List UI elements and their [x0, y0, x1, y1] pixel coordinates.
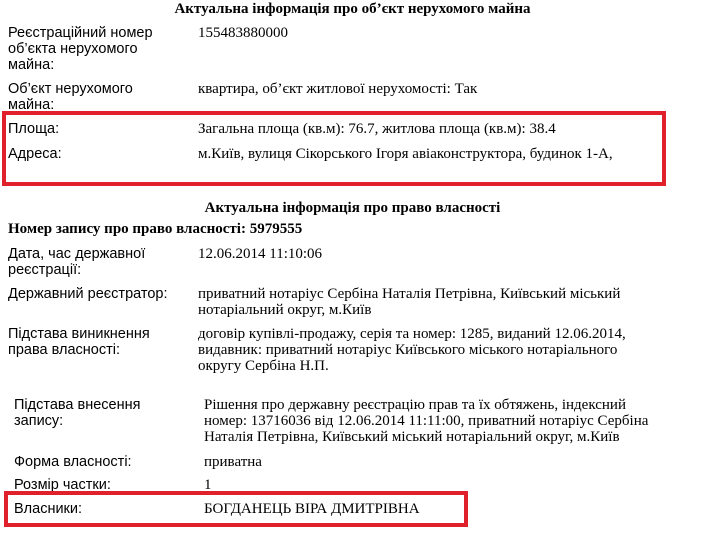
- label-area: Площа:: [8, 121, 60, 137]
- value-ownership-form: приватна: [204, 454, 262, 470]
- highlight-box-owners: [4, 491, 468, 527]
- label-ownership-basis: Підстава виникнення права власності:: [8, 326, 150, 358]
- object-section-heading: Актуальна інформація про об’єкт нерухомого майна: [174, 1, 531, 17]
- label-registration-date: Дата, час державної реєстрації:: [8, 246, 146, 278]
- ownership-section-heading: Актуальна інформація про право власності: [204, 200, 501, 216]
- label-owners: Власники:: [14, 501, 83, 517]
- value-registration-number: 155483880000: [198, 25, 288, 41]
- value-address: м.Київ, вулиця Сікорського Ігоря авіаконструктора, будинок 1-А,: [198, 146, 613, 162]
- label-object-type: Об’єкт нерухомого майна:: [8, 81, 133, 113]
- ownership-record-number: Номер запису про право власності: 5979555: [8, 221, 303, 237]
- highlight-box-area-address: [2, 111, 666, 186]
- value-ownership-basis: договір купівлі-продажу, серія та номер: 1285, виданий 12.06.2014, видавник: приватний нотаріус Київського міського нотаріального округу Сербіна Н.П.: [198, 326, 626, 374]
- label-address: Адреса:: [8, 146, 62, 162]
- label-record-basis: Підстава внесення запису:: [14, 397, 141, 429]
- value-area: Загальна площа (кв.м): 76.7, житлова площа (кв.м): 38.4: [198, 121, 556, 137]
- value-registrar: приватний нотаріус Сербіна Наталія Петрівна, Київський міський нотаріальний округ, м.Київ: [198, 286, 621, 318]
- label-share-size: Розмір частки:: [14, 477, 111, 493]
- label-ownership-form: Форма власності:: [14, 454, 132, 470]
- value-record-basis: Рішення про державну реєстрацію прав та їх обтяжень, індексний номер: 13716036 від 12.06.2014 11:11:00, приватний нотаріус Сербіна Наталія Петрівна, Київський міський нотаріальний округ, м.Київ: [204, 397, 649, 445]
- label-registration-number: Реєстраційний номер об’єкта нерухомого майна:: [8, 25, 153, 73]
- value-share-size: 1: [204, 477, 212, 493]
- value-registration-date: 12.06.2014 11:10:06: [198, 246, 323, 262]
- label-registrar: Державний реєстратор:: [8, 286, 168, 302]
- value-owners: БОГДАНЕЦЬ ВІРА ДМИТРІВНА: [204, 501, 420, 517]
- value-object-type: квартира, об’єкт житлової нерухомості: Так: [198, 81, 478, 97]
